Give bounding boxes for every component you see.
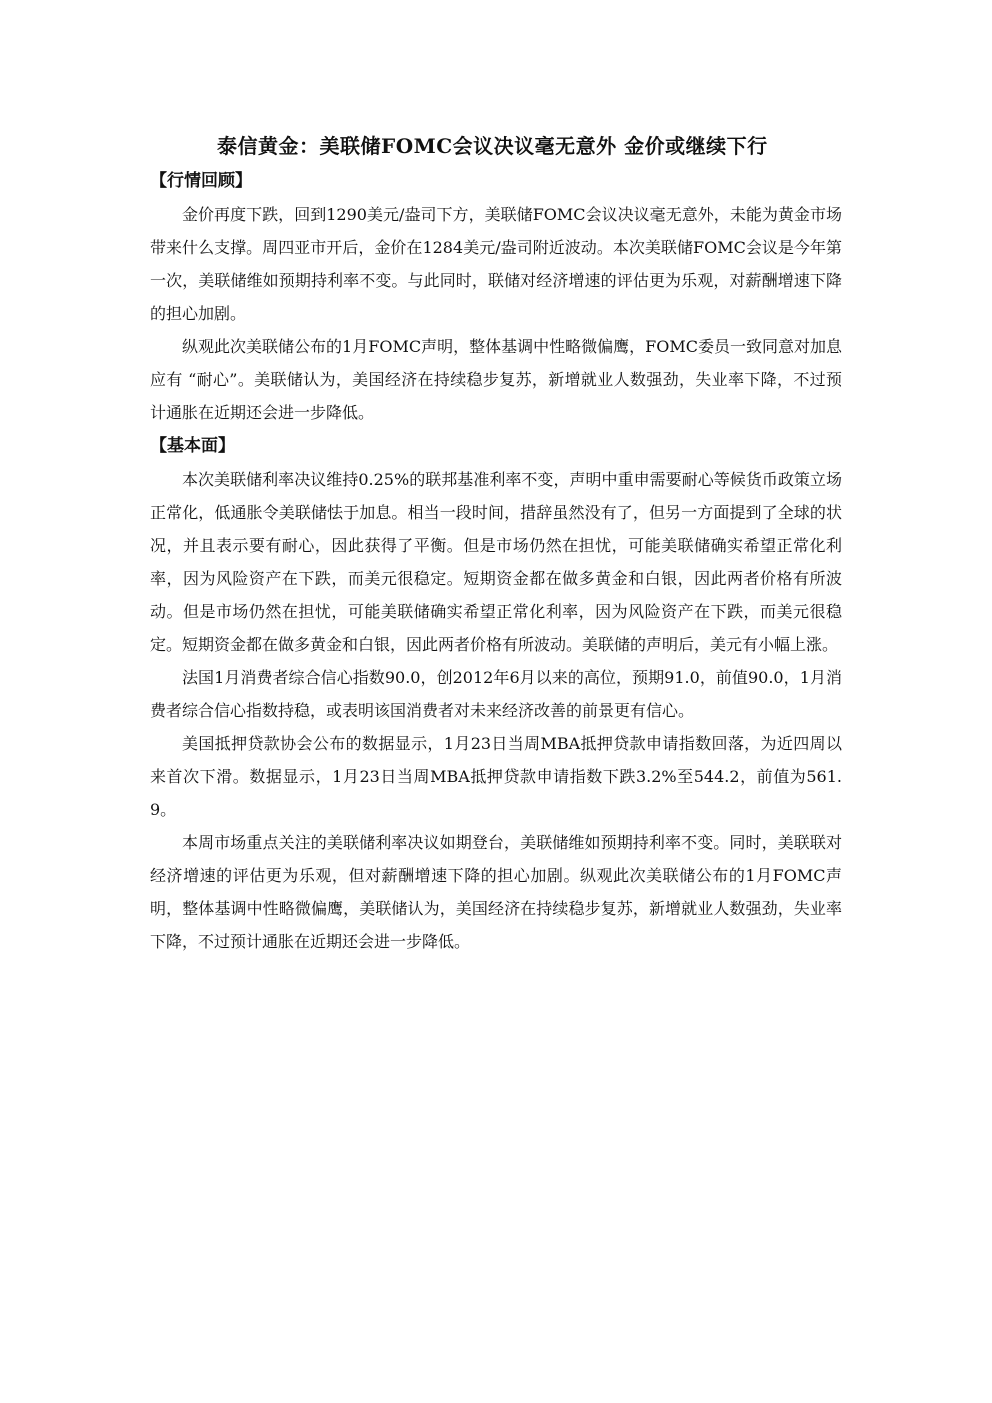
paragraph: 本周市场重点关注的美联储利率决议如期登台，美联储维如预期持利率不变。同时，美联联对经济增速的评估更为乐观，但对薪酬增速下降的担心加剧。纵观此次美联储公布的1月FOMC声明，整体基调中性略微偏鹰，美联储认为，美国经济在持续稳步复苏，新增就业人数强劲，失业率下降，不过预计通胀在近期还会进一步降低。 — [150, 833, 842, 951]
paragraph: 法国1月消费者综合信心指数90.0，创2012年6月以来的高位，预期91.0，前值90.0，1月消费者综合信心指数持稳，或表明该国消费者对未来经济改善的前景更有信心。 — [150, 668, 842, 720]
paragraph: 金价再度下跌，回到1290美元/盎司下方，美联储FOMC会议决议毫无意外，未能为黄金市场带来什么支撑。周四亚市开后，金价在1284美元/盎司附近波动。本次美联储FOMC会议是今年第一次，美联储维如预期持利率不变。与此同时，联储对经济增速的评估更为乐观，对薪酬增速下降的担心加剧。 — [150, 205, 842, 323]
section-heading: 【行情回顾】 — [150, 171, 252, 191]
section-fundamentals — [150, 429, 842, 958]
paragraph: 本次美联储利率决议维持0.25%的联邦基准利率不变，声明中重申需要耐心等候货币政策立场正常化，低通胀令美联储怯于加息。相当一段时间，措辞虽然没有了，但另一方面提到了全球的状况，并且表示要有耐心，因此获得了平衡。但是市场仍然在担忧，可能美联储确实希望正常化利率，因为风险资产在下跌，而美元很稳定。短期资金都在做多黄金和白银，因此两者价格有所波动。但是市场仍然在担忧，可能美联储确实希望正常化利率，因为风险资产在下跌，而美元很稳定。短期资金都在做多黄金和白银，因此两者价格有所波动。美联储的声明后，美元有小幅上涨。 — [150, 470, 842, 654]
paragraph: 美国抵押贷款协会公布的数据显示，1月23日当周MBA抵押贷款申请指数回落，为近四周以来首次下滑。数据显示，1月23日当周MBA抵押贷款申请指数下跌3.2%至544.2，前值为561.9。 — [150, 734, 842, 819]
document-title: 泰信黄金：美联储FOMC会议决议毫无意外 金价或继续下行 — [217, 134, 768, 158]
document-page — [150, 128, 842, 958]
paragraph: 纵观此次美联储公布的1月FOMC声明，整体基调中性略微偏鹰，FOMC委员一致同意对加息应有 “耐心”。美联储认为，美国经济在持续稳步复苏，新增就业人数强劲，失业率下降，不过预计通胀在近期还会进一步降低。 — [150, 337, 842, 422]
section-market-review — [150, 164, 842, 429]
section-heading: 【基本面】 — [150, 436, 235, 456]
